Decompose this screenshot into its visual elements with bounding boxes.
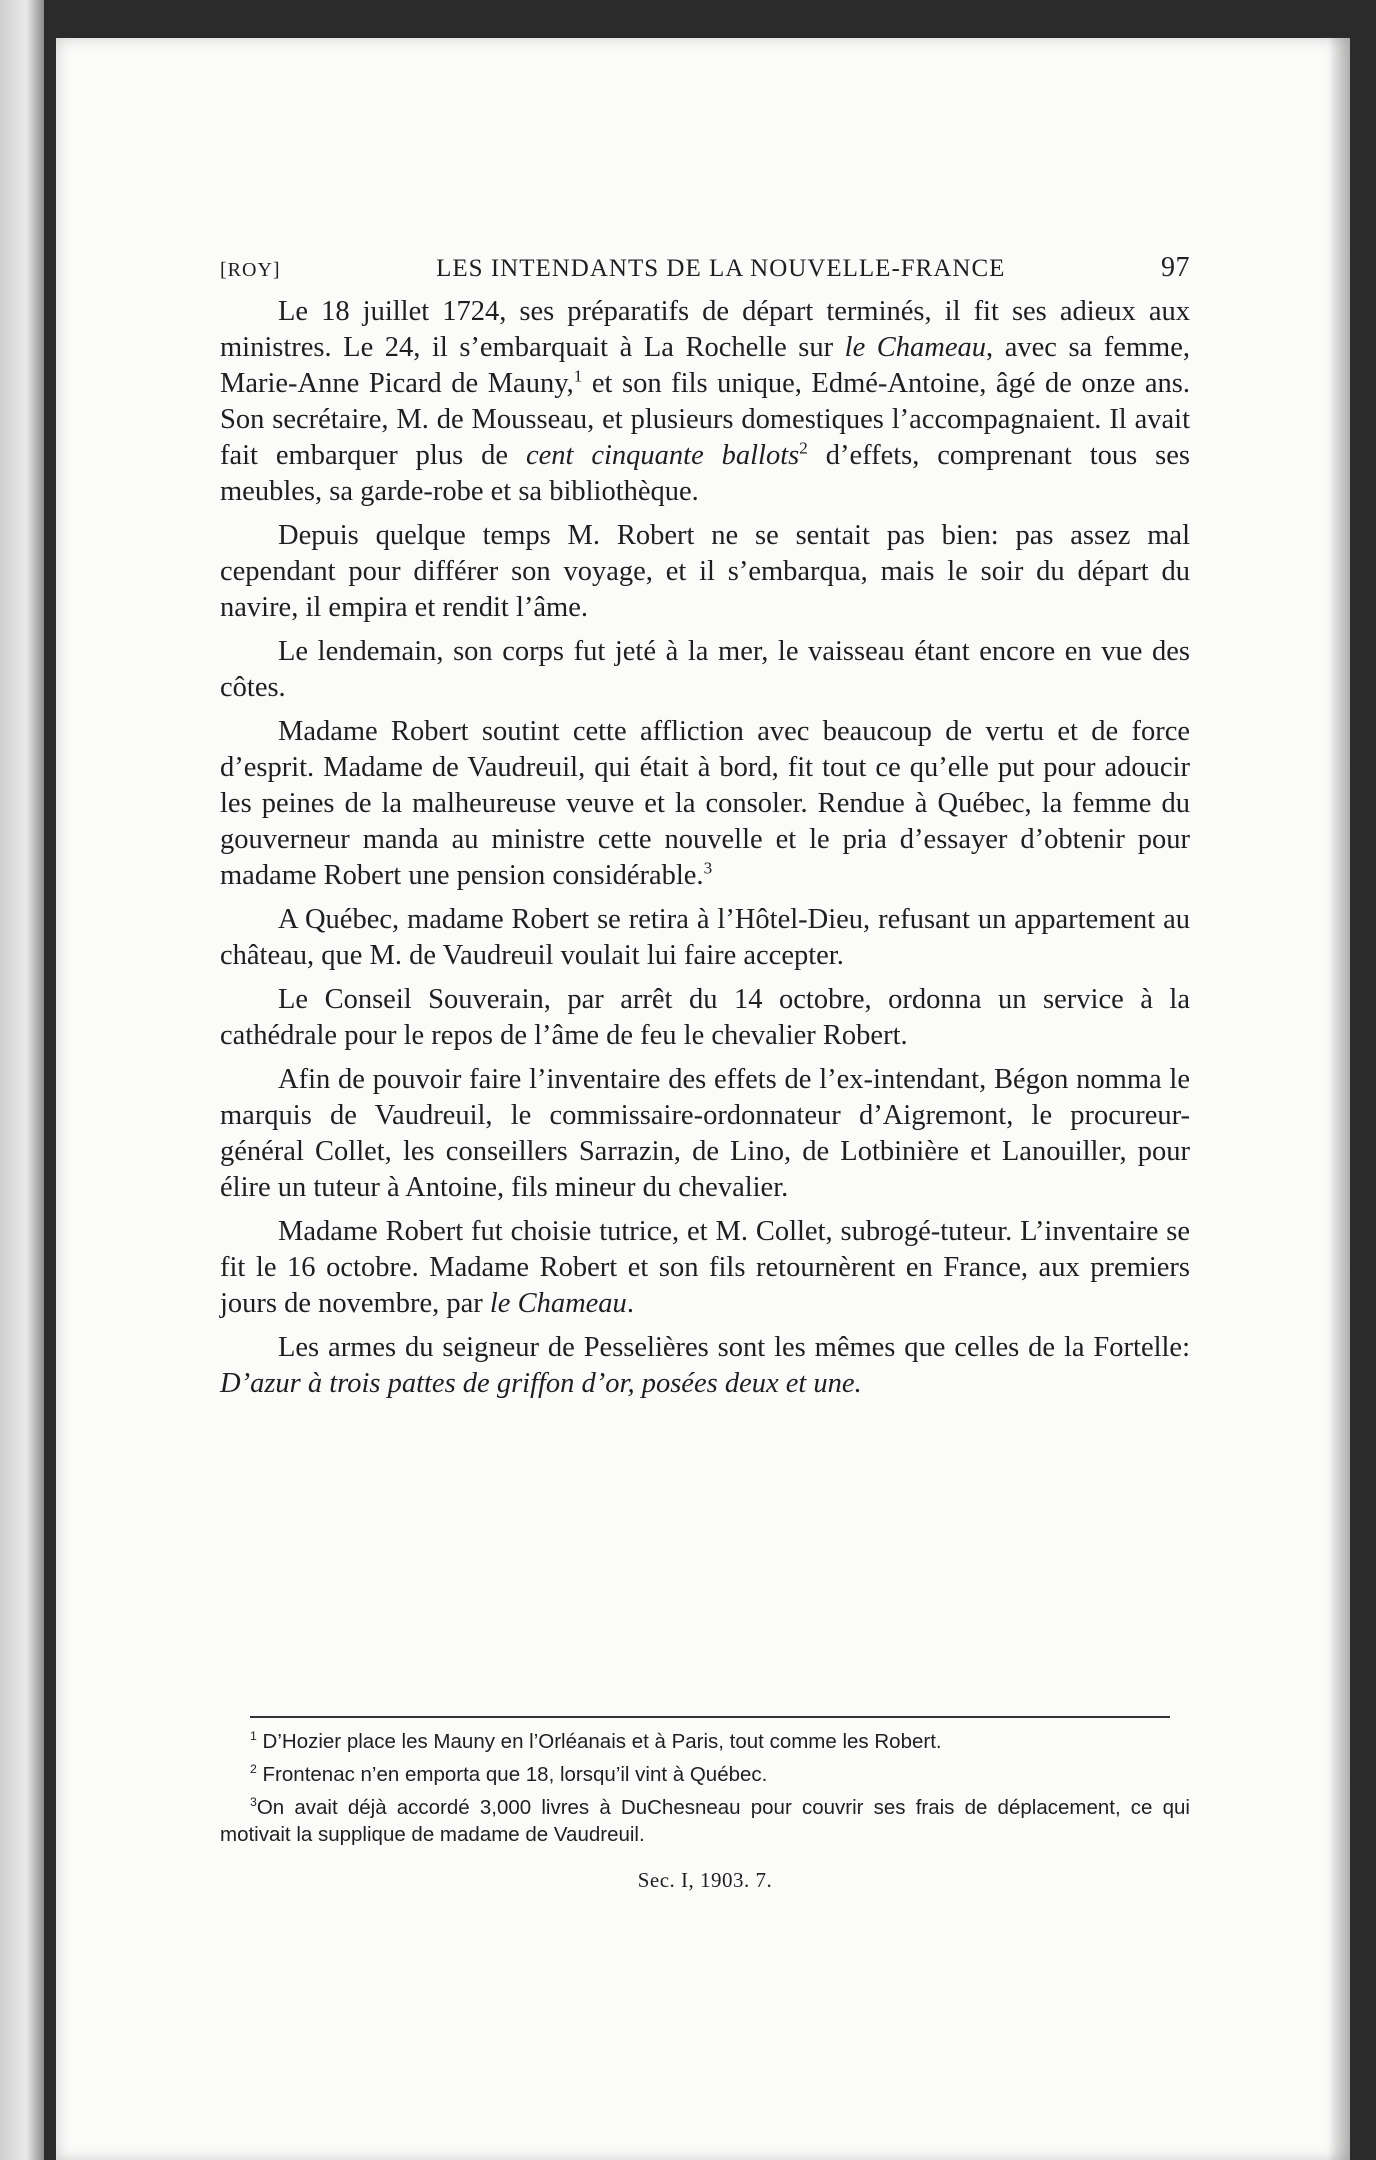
- italic-text: cent cinquante ballots: [525, 440, 800, 471]
- paragraph-5: A Québec, madame Robert se retira à l’Hôtel-Dieu, refusant un appartement au château, que M. de Vaudreuil voulait lui faire accepter.: [220, 904, 1190, 971]
- footnote-mark: 1: [250, 1729, 257, 1744]
- page-gutter-shadow: [1328, 38, 1350, 2160]
- paragraph-text: Les armes du seigneur de Pesselières sont les mêmes que celles de la Fortelle:: [278, 1332, 1190, 1363]
- footnote-ref: 1: [573, 366, 583, 386]
- page-number: 97: [1161, 252, 1190, 283]
- paragraph-2: Depuis quelque temps M. Robert ne se sentait pas bien: pas assez mal cependant pour différer son voyage, et il s’embarqua, mais le soir du départ du navire, il empira et rendit l’âme.: [220, 520, 1190, 623]
- signature-mark: Sec. I, 1903. 7.: [637, 1868, 773, 1892]
- footnotes: [220, 1716, 1190, 1893]
- book-page: [56, 38, 1350, 2160]
- italic-text: D’azur à trois pattes de griffon d’or, posées deux et une.: [220, 1368, 862, 1399]
- footnote-mark: 3: [250, 1795, 257, 1810]
- paragraph-text: Madame Robert fut choisie tutrice, et M. Collet, subrogé-tuteur. L’inventaire se fit le 16 octobre. Madame Robert et son fils retournèrent en France, aux premiers jours de novembre, par: [220, 1216, 1190, 1319]
- footnote-ref: 3: [703, 858, 713, 878]
- paragraph-text: Madame Robert soutint cette affliction avec beaucoup de vertu et de force d’esprit. Madame de Vaudreuil, qui était à bord, fit tout ce qu’elle put pour adoucir les peines de la malheureuse veuve et la consoler. Rendue à Québec, la femme du gouverneur manda au ministre cette nouvelle et le pria d’essayer d’obtenir pour madame Robert une pension considérable.: [220, 716, 1190, 891]
- footnote-1: [220, 1728, 1190, 1755]
- footnote-text: Frontenac n’en emporta que 18, lorsqu’il vint à Québec.: [256, 1763, 768, 1786]
- italic-text: le Chameau: [844, 332, 987, 363]
- paragraph-text: d’effets, comprenant tous ses meubles, sa garde-robe et sa bibliothèque.: [220, 440, 1191, 507]
- footnote-ref: 2: [799, 438, 808, 458]
- footnote-2: [220, 1761, 1190, 1788]
- paragraph-7: Afin de pouvoir faire l’inventaire des effets de l’ex-intendant, Bégon nomma le marquis de Vaudreuil, le commissaire-ordonnateur d’Aigremont, le procureur-général Collet, les conseillers Sarrazin, de Lino, de Lotbinière et Lanouiller, pour élire un tuteur à Antoine, fils mineur du chevalier.: [220, 1064, 1190, 1203]
- paragraph-text: , avec sa femme, Marie-Anne Picard de Mauny,: [220, 332, 1190, 399]
- running-head-title: LES INTENDANTS DE LA NOUVELLE-FRANCE: [436, 255, 1006, 282]
- paragraph-9: [220, 1330, 1190, 1402]
- paragraph-text: et son fils unique, Edmé-Antoine, âgé de onze ans. Son secrétaire, M. de Mousseau, et plusieurs domestiques l’accompagnaient. Il avait fait embarquer plus de: [220, 368, 1191, 471]
- paragraph-text: .: [626, 1288, 634, 1319]
- footnote-text: D’Hozier place les Mauny en l’Orléanais et à Paris, tout comme les Robert.: [256, 1730, 942, 1753]
- paragraph-3: Le lendemain, son corps fut jeté à la mer, le vaisseau étant encore en vue des côtes.: [220, 636, 1190, 703]
- paragraph-4: [220, 714, 1190, 894]
- page-content: [220, 252, 1191, 1892]
- paragraph-8: [220, 1214, 1190, 1322]
- footnote-3: [220, 1794, 1190, 1848]
- running-head-author: [ROY]: [220, 259, 281, 281]
- body-text: [220, 294, 1190, 1402]
- adjacent-page-edge: [0, 0, 44, 2160]
- paragraph-6: Le Conseil Souverain, par arrêt du 14 octobre, ordonna un service à la cathédrale pour le repos de l’âme de feu le chevalier Robert.: [220, 984, 1190, 1051]
- footnote-rule: [250, 1716, 1170, 1718]
- running-head: [220, 252, 1190, 284]
- paragraph-1: [220, 294, 1190, 510]
- italic-text: le Chameau: [489, 1288, 627, 1319]
- footnote-text: On avait déjà accordé 3,000 livres à DuChesneau pour couvrir ses frais de déplacement, ce qui motivait la supplique de madame de Vaudreuil.: [220, 1796, 1190, 1846]
- paragraph-text: Le 18 juillet 1724, ses préparatifs de départ terminés, il fit ses adieux aux ministres. Le 24, il s’embarquait à La Rochelle sur: [220, 296, 1190, 363]
- footnote-mark: 2: [250, 1762, 257, 1777]
